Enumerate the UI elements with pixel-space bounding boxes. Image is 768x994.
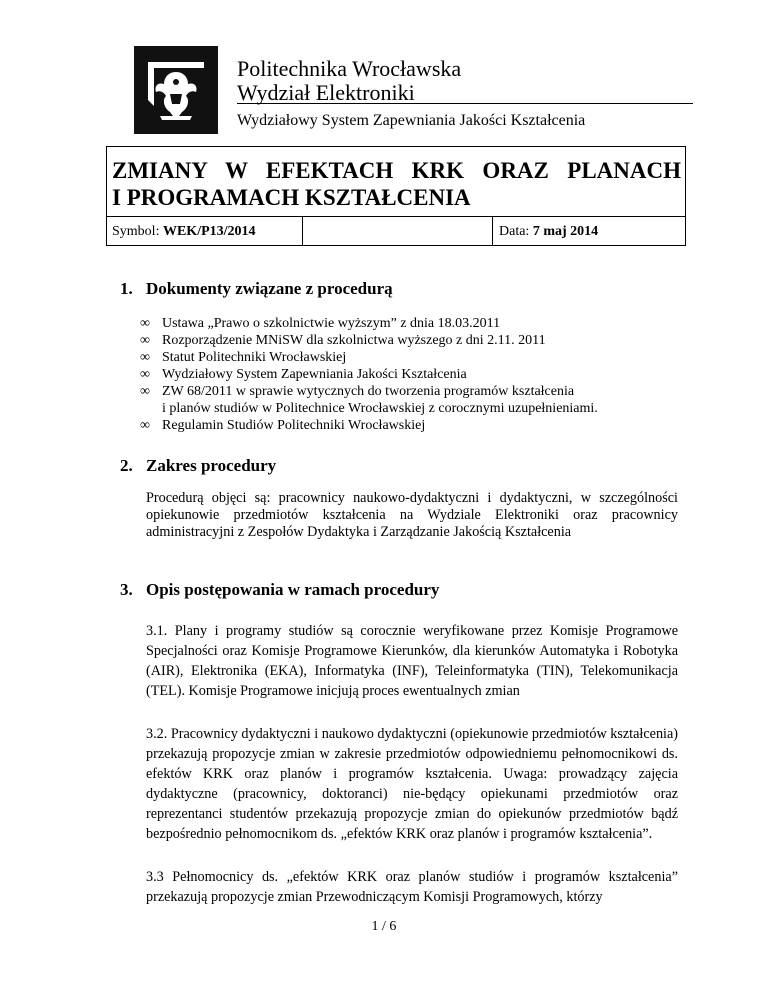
institution-name: Politechnika Wrocławska	[237, 56, 462, 81]
department-name: Wydział Elektroniki	[237, 80, 415, 105]
procedure-meta-row	[106, 216, 686, 246]
date-cell	[493, 217, 686, 246]
section-2-heading	[120, 456, 276, 476]
section-3-number: 3.	[120, 580, 133, 599]
scope-paragraph: Procedurą objęci są: pracownicy naukowo-dydaktyczni i dydaktyczni, w szczególności opiekunowie przedmiotów kształcenia na Wydziale Elektroniki oraz pracownicy administracyjni z Zespołów Dydaktyka i Zarządzanie Jakością Kształcenia	[146, 490, 678, 540]
related-documents-list	[140, 315, 700, 434]
list-item: ∞ Rozporządzenie MNiSW dla szkolnictwa wyższego z dni 2.11. 2011	[140, 333, 546, 348]
procedure-title-line-2: I PROGRAMACH KSZTAŁCENIA	[112, 185, 471, 210]
list-item: ∞ Wydziałowy System Zapewniania Jakości Kształcenia	[140, 367, 467, 382]
procedure-paragraph-3-2: 3.2. Pracownicy dydaktyczni i naukowo dydaktyczni (opiekunowie przedmiotów kształcenia) przekazują propozycje zmian w zakresie przedmiotów odpowiedniemu pełnomocnikowi ds. efektów KRK oraz planów i programów kształcenia. Uwaga: prowadzący zajęcia dydaktyczne (pracownicy, doktoranci) nie-będący opiekunami przedmiotów oraz reprezentanci studentów przekazują propozycje zmian do opiekunów przedmiotów bądź bezpośrednio pełnomocnikom ds. „efektów KRK oraz planów i programów kształcenia”.	[146, 726, 678, 842]
date-label: Data:	[499, 224, 533, 239]
empty-cell	[303, 217, 493, 246]
symbol-cell	[106, 217, 303, 246]
list-item-continuation: i planów studiów w Politechnice Wrocławskiej z corocznymi uzupełnieniami.	[162, 401, 598, 416]
symbol-value: WEK/P13/2014	[162, 224, 256, 239]
procedure-paragraph-3-3: 3.3 Pełnomocnicy ds. „efektów KRK oraz planów studiów i programów kształcenia” przekazują propozycje zmian Przewodniczącym Komisji Programowych, którzy	[146, 869, 678, 905]
procedure-title	[107, 157, 681, 211]
section-3-heading	[120, 580, 439, 600]
infinity-bullet-icon: ∞	[140, 367, 150, 382]
symbol-label: Symbol:	[112, 224, 163, 239]
quality-system-name: Wydziałowy System Zapewniania Jakości Kształcenia	[237, 112, 586, 129]
section-1-heading	[120, 279, 393, 299]
infinity-bullet-icon: ∞	[140, 418, 150, 433]
section-2-number: 2.	[120, 456, 133, 475]
infinity-bullet-icon: ∞	[140, 384, 150, 399]
list-item: ∞ Statut Politechniki Wrocławskiej	[140, 350, 347, 365]
page-number: 1 / 6	[371, 919, 397, 934]
date-value: 7 maj 2014	[532, 224, 599, 239]
section-1-title: Dokumenty związane z procedurą	[146, 279, 393, 298]
infinity-bullet-icon: ∞	[140, 350, 150, 365]
list-item: ∞ Regulamin Studiów Politechniki Wrocławskiej	[140, 418, 426, 433]
infinity-bullet-icon: ∞	[140, 316, 150, 331]
list-item: ∞ Ustawa „Prawo o szkolnictwie wyższym” z dnia 18.03.2011	[140, 316, 501, 331]
procedure-title-box	[106, 146, 686, 246]
procedure-title-line-1: ZMIANY W EFEKTACH KRK ORAZ PLANACH	[112, 158, 681, 183]
infinity-bullet-icon: ∞	[140, 333, 150, 348]
list-item: ∞ ZW 68/2011 w sprawie wytycznych do tworzenia programów kształcenia i planów studiów w Politechnice Wrocławskiej z corocznymi uzupełnieniami.	[140, 383, 700, 417]
section-2-title: Zakres procedury	[146, 456, 277, 475]
section-3-title: Opis postępowania w ramach procedury	[146, 580, 440, 599]
section-1-number: 1.	[120, 279, 133, 298]
procedure-paragraph-3-1: 3.1. Plany i programy studiów są corocznie weryfikowane przez Komisje Programowe Specjalności oraz Komisje Programowe Kierunków, dla kierunków Automatyka i Robotyka (AIR), Elektronika (EKA), Informatyka (INF), Teleinformatyka (TIN), Telekomunikacja (TEL). Komisje Programowe inicjują proces ewentualnych zmian	[146, 623, 678, 699]
pwr-eagle-logo-icon	[134, 46, 218, 134]
header-divider	[237, 103, 693, 104]
